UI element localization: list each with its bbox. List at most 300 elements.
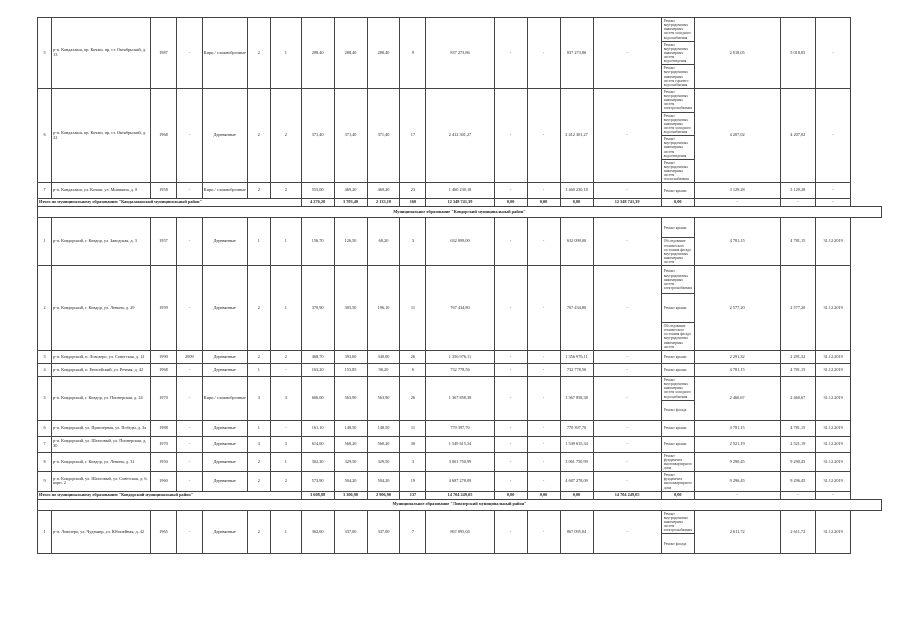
cell-area-total: 371,40 (301, 88, 334, 183)
total-date: - (815, 199, 850, 207)
total-fund-e: 0,00 (661, 491, 694, 499)
cell-area-living: 371,40 (334, 88, 367, 183)
cell-area-apart: 504,20 (367, 472, 400, 492)
cell-area-living: 337,00 (334, 510, 367, 554)
cell-wall: Деревянные (202, 436, 247, 452)
cell-area-total: 161,10 (301, 420, 334, 436)
cell-work-type: Ремонт крыши (661, 351, 694, 364)
cell-entrances: 1 (271, 510, 302, 554)
cell-fund-a: - (494, 88, 527, 183)
cell-floors: 1 (247, 420, 271, 436)
cell-fund-b: - (527, 420, 560, 436)
cell-fund-c: 837 273,86 (560, 18, 593, 89)
total-fund-e: 0,00 (661, 199, 694, 207)
cell-fund-a: - (494, 472, 527, 492)
cell-fund-b: - (527, 364, 560, 377)
total-area-total: 4 276,20 (301, 199, 334, 207)
cell-date: 31.12.2019 (815, 218, 850, 266)
cell-unit-cost: 2 577,20 (694, 266, 780, 351)
total-fund-c: 0,00 (560, 491, 593, 499)
cell-address: р-п. Ковдорский, п. Енисейский, ул. Речная, д. 42 (52, 364, 151, 377)
cell-date: 31.12.2019 (815, 436, 850, 452)
cell-cost: 1 367 858,38 (426, 377, 494, 421)
cell-fund-c: 1 367 858,38 (560, 377, 593, 421)
cell-date: - (815, 18, 850, 89)
cell-address: р-п. Ковдорский, г. Ковдор, ул. Пионерская, д. 24 (52, 377, 151, 421)
cell-work-type: Ремонт крыши (661, 218, 694, 238)
cell-year2: - (176, 472, 202, 492)
cell-no: 3 (38, 351, 52, 364)
cell-floors: 2 (247, 88, 271, 183)
cell-fund-b: - (527, 18, 560, 89)
cell-entrances: 1 (271, 266, 302, 351)
cell-cost: 3 061 750,99 (426, 452, 494, 472)
cell-fund-d: - (593, 351, 661, 364)
table-row (38, 420, 882, 436)
cell-year: 1960 (151, 472, 177, 492)
cell-limit-cost: 4 781,15 (780, 364, 815, 377)
cell-limit-cost: 2 521,19 (780, 436, 815, 452)
cell-limit-cost: 2 291,32 (780, 351, 815, 364)
total-fund-c: 0,00 (560, 199, 593, 207)
cell-cost: 732 778,56 (426, 364, 494, 377)
cell-fund-d: - (593, 436, 661, 452)
cell-area-total: 288,40 (301, 18, 334, 89)
cell-area-apart: 371,40 (367, 88, 400, 183)
cell-residents: 19 (400, 472, 426, 492)
cell-no: 6 (38, 420, 52, 436)
cell-fund-b: - (527, 183, 560, 199)
cell-area-apart: 337,00 (367, 510, 400, 554)
cell-wall: Деревянные (202, 510, 247, 554)
cell-year2: - (176, 364, 202, 377)
cell-unit-cost: 9 296,45 (694, 472, 780, 492)
cell-fund-c: 1 460 230,18 (560, 183, 593, 199)
cell-date: 31.12.2019 (815, 420, 850, 436)
cell-fund-a: - (494, 218, 527, 266)
group-total-row (38, 491, 882, 499)
cell-no: 5 (38, 377, 52, 421)
cell-fund-d: - (593, 183, 661, 199)
cell-fund-a: - (494, 183, 527, 199)
cell-limit-cost: 9 296,45 (780, 472, 815, 492)
cell-limit-cost: 2 611,72 (780, 510, 815, 554)
total-unit-cost: - (694, 199, 780, 207)
cell-year2: - (176, 88, 202, 183)
cell-fund-d: - (593, 510, 661, 554)
cell-year2: - (176, 266, 202, 351)
cell-year: 1968 (151, 88, 177, 183)
cell-limit-cost: 2 460,67 (780, 377, 815, 421)
cell-fund-a: - (494, 18, 527, 89)
cell-entrances: 1 (271, 218, 302, 266)
cell-work-type: Ремонт внутридомовых инженерных систем электроснабжения (661, 510, 694, 534)
cell-limit-cost: 4 781,15 (780, 420, 815, 436)
cell-year: 1987 (151, 18, 177, 89)
total-area-apart: 2 133,10 (367, 199, 400, 207)
total-area-living: 3 703,40 (334, 199, 367, 207)
cell-address: р-п. Ковдорский, г. Ковдор, ул. Заводская, д. 3 (52, 218, 151, 266)
cell-wall: Деревянные (202, 88, 247, 183)
cell-fund-d: - (593, 472, 661, 492)
table-row (38, 88, 882, 112)
cell-fund-a: - (494, 377, 527, 421)
total-label: Итого по муниципальному образованию "Ковдорский муниципальный район" (38, 491, 302, 499)
cell-no: 7 (38, 183, 52, 199)
cell-fund-b: - (527, 452, 560, 472)
cell-residents: 23 (400, 183, 426, 199)
cell-year2: - (176, 377, 202, 421)
cell-work-type: Ремонт крыши (661, 364, 694, 377)
cell-fund-d: - (593, 364, 661, 377)
cell-floors: 3 (247, 377, 271, 421)
cell-wall: Кирп./ сложноброчные (202, 183, 247, 199)
cell-unit-cost: 2 611,72 (694, 510, 780, 554)
cell-area-total: 573,90 (301, 472, 334, 492)
cell-entrances: - (271, 420, 302, 436)
cell-unit-cost: 4 781,15 (694, 218, 780, 266)
cell-work-type: Ремонт внутридомовых инженерных систем холодного водоснабжения (661, 377, 694, 401)
cell-area-living: 288,40 (334, 18, 367, 89)
cell-cost: 632 099,00 (426, 218, 494, 266)
cell-floors: 2 (247, 510, 271, 554)
total-limit-cost: - (780, 199, 815, 207)
table-row (38, 351, 882, 364)
cell-address: р-п. Кандалакш, ул. Кочаш, ул. Мишкина, д. 8 (52, 183, 151, 199)
cell-work-type: Ремонт внутридомовых инженерных систем теплоснабжения (661, 159, 694, 183)
total-unit-cost: - (694, 491, 780, 499)
table-row (38, 266, 882, 294)
cell-entrances: 2 (271, 351, 302, 364)
cell-area-total: 302,30 (301, 452, 334, 472)
group-total-row (38, 199, 882, 207)
cell-floors: 2 (247, 183, 271, 199)
cell-floors: 1 (247, 218, 271, 266)
cell-residents: 7 (400, 510, 426, 554)
cell-entrances: 1 (271, 18, 302, 89)
cell-no: 1 (38, 218, 52, 266)
cell-work-type: Ремонт фасада (661, 400, 694, 420)
cell-entrances: 3 (271, 436, 302, 452)
cell-area-living: 148,50 (334, 420, 367, 436)
cell-residents: 11 (400, 420, 426, 436)
cell-area-apart: 288,40 (367, 18, 400, 89)
cell-cost: 4 687 278,09 (426, 472, 494, 492)
cell-no: 1 (38, 510, 52, 554)
cell-area-living: 393,60 (334, 351, 367, 364)
section-title: Муниципальное образование "Ловозерский муниципальный район" (38, 499, 882, 510)
cell-unit-cost: 2 521,19 (694, 436, 780, 452)
cell-no: 7 (38, 436, 52, 452)
cell-wall: Деревянные (202, 472, 247, 492)
cell-wall: Деревянные (202, 266, 247, 351)
cell-year: 1950 (151, 452, 177, 472)
total-date: - (815, 491, 850, 499)
cell-work-type: Ремонт внутридомовых инженерных систем холодного водоснабжения (661, 18, 694, 42)
cell-year2: - (176, 218, 202, 266)
section-header-row (38, 207, 882, 218)
cell-fund-a: - (494, 351, 527, 364)
cell-fund-b: - (527, 377, 560, 421)
cell-fund-b: - (527, 266, 560, 351)
cell-area-total: 553,00 (301, 183, 334, 199)
cell-work-type: Обследование технического состояния фасада внутридомовых инженерных систем (661, 238, 694, 266)
cell-cost: 837 273,86 (426, 18, 494, 89)
cell-date: - (815, 183, 850, 199)
cell-year2: - (176, 510, 202, 554)
cell-area-apart: 469,20 (367, 183, 400, 199)
cell-address: р-п. Ковдорский, г. Ковдор, ул. Ленина, д. 31 (52, 452, 151, 472)
cell-area-apart: 68,20 (367, 218, 400, 266)
total-limit-cost: - (780, 491, 815, 499)
total-residents: 160 (400, 199, 426, 207)
total-area-living: 3 306,90 (334, 491, 367, 499)
cell-fund-b: - (527, 436, 560, 452)
cell-unit-cost: 3 129,28 (694, 183, 780, 199)
cell-limit-cost: 5 018,05 (780, 18, 815, 89)
table-row (38, 364, 882, 377)
cell-area-apart: 329,50 (367, 452, 400, 472)
cell-wall: Деревянные (202, 364, 247, 377)
cell-address: р-п. Кандалакш, пр. Кочаш, пр. ст. Октябрьский, д. 22 (52, 88, 151, 183)
cell-cost: 867 095,04 (426, 510, 494, 554)
cell-residents: 26 (400, 377, 426, 421)
cell-residents: 6 (400, 364, 426, 377)
cell-fund-c: 3 061 750,99 (560, 452, 593, 472)
cell-fund-d: - (593, 377, 661, 421)
cell-unit-cost: 2 460,67 (694, 377, 780, 421)
cell-fund-b: - (527, 472, 560, 492)
cell-fund-b: - (527, 218, 560, 266)
table-row (38, 436, 882, 452)
table-row (38, 377, 882, 401)
cell-wall: Деревянные (202, 218, 247, 266)
section-header-row (38, 499, 882, 510)
cell-area-living: 329,50 (334, 452, 367, 472)
cell-floors: 2 (247, 452, 271, 472)
cell-fund-a: - (494, 436, 527, 452)
cell-wall: Кирп./ сложноброчные (202, 377, 247, 421)
cell-fund-a: - (494, 510, 527, 554)
cell-year: 1959 (151, 266, 177, 351)
cell-limit-cost: 4 781,15 (780, 218, 815, 266)
cell-address: р-п. Ковдорский, п. Ловозеро, ул. Советская, д. 12 (52, 351, 151, 364)
cell-no: 5 (38, 18, 52, 89)
cell-area-apart: 96,20 (367, 364, 400, 377)
cell-work-type: Ремонт крыши (661, 420, 694, 436)
cell-work-type: Ремонт внутридомовых инженерных систем электроснабжения (661, 266, 694, 294)
cell-unit-cost: 2 018,05 (694, 18, 780, 89)
table-row (38, 510, 882, 534)
cell-area-living: 126,50 (334, 218, 367, 266)
cell-year2: - (176, 452, 202, 472)
cell-year: 1970 (151, 377, 177, 421)
cell-work-type: Ремонт внутридомовых инженерных систем водоотведения (661, 136, 694, 160)
cell-cost: 1 549 615,34 (426, 436, 494, 452)
cell-residents: 9 (400, 18, 426, 89)
cell-limit-cost: 3 129,28 (780, 183, 815, 199)
cell-fund-d: - (593, 420, 661, 436)
cell-fund-d: - (593, 218, 661, 266)
cell-work-type: Ремонт крыши (661, 436, 694, 452)
cell-cost: 770 397,70 (426, 420, 494, 436)
cell-fund-c: 767 434,80 (560, 266, 593, 351)
cell-address: р-п. Ковдорский, ул. Приозерная, ул. Победы, д. 3а (52, 420, 151, 436)
cell-unit-cost: 4 207,02 (694, 88, 780, 183)
capital-repair-table (37, 17, 882, 554)
table-row (38, 452, 882, 472)
cell-area-total: 606,00 (301, 377, 334, 421)
cell-year: 1970 (151, 436, 177, 452)
cell-area-total: 163,20 (301, 364, 334, 377)
cell-year: 1990 (151, 351, 177, 364)
cell-area-total: 614,60 (301, 436, 334, 452)
cell-floors: 1 (247, 364, 271, 377)
cell-date: 31.12.2019 (815, 472, 850, 492)
cell-area-apart: 148,50 (367, 420, 400, 436)
cell-area-living: 469,20 (334, 183, 367, 199)
cell-fund-a: - (494, 364, 527, 377)
cell-area-living: 563,90 (334, 377, 367, 421)
cell-work-type: Ремонт внутридомовых инженерных систем горячего водоснабжения (661, 65, 694, 89)
cell-year: 1957 (151, 218, 177, 266)
cell-date: 31.12.2019 (815, 452, 850, 472)
cell-floors: 2 (247, 18, 271, 89)
cell-fund-b: - (527, 351, 560, 364)
cell-residents: 17 (400, 88, 426, 183)
total-fund-d: 12 348 741,39 (593, 199, 661, 207)
total-fund-b: 0,00 (527, 199, 560, 207)
cell-wall: Деревянные (202, 452, 247, 472)
total-residents: 137 (400, 491, 426, 499)
table-row (38, 183, 882, 199)
cell-unit-cost: 2 291,32 (694, 351, 780, 364)
cell-year2: - (176, 420, 202, 436)
cell-year: 1958 (151, 183, 177, 199)
cell-address: р-п. Кандалакш, пр. Кочаш, пр. ст. Октябрьский, д. 13 (52, 18, 151, 89)
total-fund-a: 0,00 (494, 491, 527, 499)
cell-entrances: 2 (271, 183, 302, 199)
cell-floors: 3 (247, 436, 271, 452)
cell-unit-cost: 9 290,45 (694, 452, 780, 472)
cell-wall: Кирп./ сложноброчные (202, 18, 247, 89)
cell-area-apart: 340,00 (367, 351, 400, 364)
cell-wall: Деревянные (202, 351, 247, 364)
cell-floors: 2 (247, 266, 271, 351)
cell-cost: 1 356 976,11 (426, 351, 494, 364)
cell-entrances: - (271, 364, 302, 377)
cell-area-living: 305,50 (334, 266, 367, 351)
cell-fund-b: - (527, 88, 560, 183)
cell-address: р-п. Ковдорский, г. Ковдор, ул. Ленина, д. 29 (52, 266, 151, 351)
cell-work-type: Ремонт крыши (661, 183, 694, 199)
cell-work-type: Ремонт внутридомовых инженерных систем водоотведения (661, 41, 694, 65)
cell-area-apart: 196,10 (367, 266, 400, 351)
cell-cost: 1 460 230,18 (426, 183, 494, 199)
cell-year2: - (176, 183, 202, 199)
cell-fund-a: - (494, 452, 527, 472)
cell-wall: Деревянные (202, 420, 247, 436)
total-fund-d: 14 704 249,05 (593, 491, 661, 499)
cell-year2: 2009 (176, 351, 202, 364)
cell-floors: 2 (247, 472, 271, 492)
cell-fund-d: - (593, 452, 661, 472)
cell-unit-cost: 4 781,15 (694, 420, 780, 436)
cell-fund-d: - (593, 266, 661, 351)
cell-fund-c: 1 549 615,34 (560, 436, 593, 452)
cell-area-living: 504,20 (334, 472, 367, 492)
total-cost: 12 348 741,39 (426, 199, 494, 207)
table-body (38, 18, 882, 554)
cell-no: 6 (38, 88, 52, 183)
cell-no: 8 (38, 452, 52, 472)
cell-residents: 3 (400, 452, 426, 472)
total-label: Итого по муниципальному образованию "Кандалакшский муниципальный район" (38, 199, 302, 207)
cell-address: р-п. Ловозеро, ул. Чудзъявр, ул. Юбилейная, д. 42 (52, 510, 151, 554)
cell-area-living: 153,85 (334, 364, 367, 377)
cell-residents: 11 (400, 266, 426, 351)
cell-limit-cost: 4 207,02 (780, 88, 815, 183)
total-area-apart: 2 906,90 (367, 491, 400, 499)
cell-limit-cost: 2 577,20 (780, 266, 815, 351)
total-fund-a: 0,00 (494, 199, 527, 207)
table-row (38, 218, 882, 238)
cell-entrances: 2 (271, 472, 302, 492)
cell-date: 31.12.2019 (815, 377, 850, 421)
cell-year2: - (176, 18, 202, 89)
cell-fund-a: - (494, 420, 527, 436)
cell-date: 31.12.2019 (815, 364, 850, 377)
table-row (38, 18, 882, 42)
cell-address: р-п. Ковдорский, ул. Шахтовый, ул. Пионерская, д. 30 (52, 436, 151, 452)
cell-entrances: 2 (271, 88, 302, 183)
cell-area-total: 362,60 (301, 510, 334, 554)
cell-residents: 26 (400, 351, 426, 364)
cell-unit-cost: 4 781,15 (694, 364, 780, 377)
cell-entrances: 1 (271, 452, 302, 472)
cell-date: 31.12.2019 (815, 266, 850, 351)
cell-date: 31.12.2019 (815, 351, 850, 364)
cell-limit-cost: 9 290,45 (780, 452, 815, 472)
table-row (38, 472, 882, 492)
total-area-total: 3 608,88 (301, 491, 334, 499)
cell-area-apart: 563,90 (367, 377, 400, 421)
total-cost: 14 704 249,05 (426, 491, 494, 499)
cell-area-total: 468,70 (301, 351, 334, 364)
cell-fund-d: - (593, 18, 661, 89)
cell-no: 2 (38, 266, 52, 351)
cell-fund-c: 867 095,04 (560, 510, 593, 554)
cell-work-type: Ремонт внутридомовых инженерных систем электроснабжения (661, 88, 694, 112)
cell-cost: 767 434,80 (426, 266, 494, 351)
cell-fund-c: 4 687 278,09 (560, 472, 593, 492)
cell-fund-c: 732 778,56 (560, 364, 593, 377)
cell-date: - (815, 88, 850, 183)
cell-floors: 2 (247, 351, 271, 364)
total-fund-b: 0,00 (527, 491, 560, 499)
cell-date: 31.12.2019 (815, 510, 850, 554)
cell-fund-a: - (494, 266, 527, 351)
cell-residents: 3 (400, 218, 426, 266)
cell-work-type: Обследование технического состояния фасада внутридомовых инженерных систем (661, 322, 694, 350)
cell-cost: 2 412 301,27 (426, 88, 494, 183)
cell-no: 9 (38, 472, 52, 492)
cell-area-apart: 560,20 (367, 436, 400, 452)
cell-work-type: Ремонт фасада (661, 534, 694, 554)
cell-fund-c: 2 412 301,27 (560, 88, 593, 183)
cell-fund-c: 770 397,70 (560, 420, 593, 436)
cell-work-type: Ремонт фундамента многоквартирного дома (661, 452, 694, 472)
